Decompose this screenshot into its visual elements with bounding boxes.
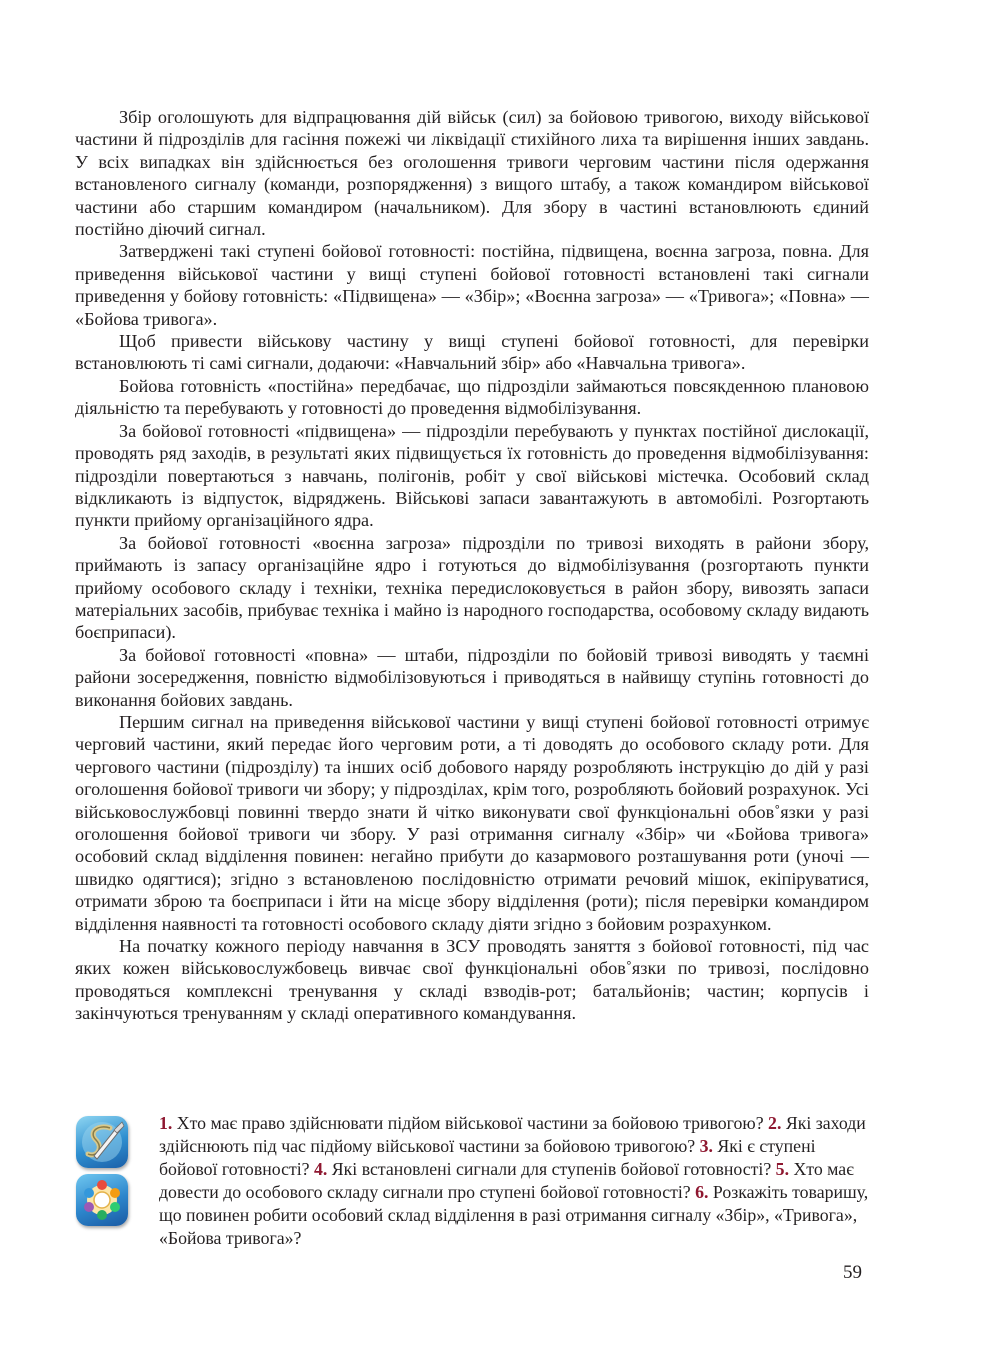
paragraph: Бойова готовність «постійна» передбачає, що підрозділи займаються повсякденною плановою діяльністю та перебувають у готовності до проведення відмобілізування. — [75, 375, 869, 419]
review-questions — [159, 1112, 869, 1250]
pen-letter-icon — [76, 1116, 128, 1168]
paragraph: За бойової готовності «воєнна загроза» підрозділи по тривозі виходять в райони збору, приймають із запасу організаційне ядро і готуються до відмобілізування (розгортають пункти прийому особового складу і техніки, техніка передислоковується в район збору, вивозять запаси матеріальних засобів, прибуває техніка і майно із народного господарства, особовому складу видають боєприпаси). — [75, 532, 869, 643]
question-number: 5. — [775, 1159, 790, 1179]
paragraph: Збір оголошують для відпрацювання дій військ (сил) за бойовою тривогою, виходу військової частини й підрозділів для гасіння пожежі чи ліквідації стихійного лиха та вирішення інших завдань. У всіх випадках він здійснюється без оголошення тривоги черговим частини після одержання встановленого сигналу (команди, розпорядження) з вищого штабу, а також командиром військової частини або старшим командиром (начальником). Для збору в частині встановлюють єдиний постійно діючий сигнал. — [75, 107, 869, 240]
paragraph: Щоб привести військову частину у вищі ступені бойової готовності, для перевірки встановлюють ті самі сигнали, додаючи: «Навчальний збір» або «Навчальна тривога». — [75, 331, 869, 374]
paragraph: Першим сигнал на приведення військової частини у вищі ступені бойової готовності отримує черговий частини, який передає його черговим роти, а ті доводять до особового складу роти. Для чергового частини (підрозділу) та інших осіб добового наряду розробляють інструкцію до дій у разі оголошення бойової тривоги чи збору; у підрозділах, крім того, розробляють бойовий розрахунок. Усі військовослужбовці повинні твердо знати й чітко виконувати свої функціональні обов˚язки у разі оголошення бойової тривоги чи збору. У разі отримання сигналу «Збір» чи «Бойова тривога» особовий склад відділення повинен: негайно прибути до казармового розташування роти (уночі — швидко одягтися); згідно з встановленою послідовністю отримати речовий мішок, екіпіруватися, отримати зброю та боєприпаси і йти на місце збору відділення (роти); після перевірки командиром відділення наявності та готовності особового складу діяти згідно з бойовим розрахунком. — [75, 711, 869, 934]
question-text: Розкажіть товаришу, що повинен робити особовий склад відділення в разі отримання сигналу «Збір», «Тривога», «Бойова тривога»? — [159, 1182, 869, 1248]
question-number: 6. — [695, 1182, 709, 1202]
question-number: 1. — [159, 1113, 173, 1133]
paragraph: На початку кожного періоду навчання в ЗСУ проводять заняття з бойової готовності, під час яких кожен військовослужбовець вивчає свої функціональні обов˚язки по тривозі, послідовно проводяться комплексні тренування у складі взводів-рот; батальйонів; частин; корпусів і закінчуються тренуванням у складі оперативного командування. — [75, 936, 869, 1024]
main-text — [75, 106, 869, 1025]
question-number: 4. — [314, 1159, 328, 1179]
paragraph: За бойової готовності «повна» — штаби, підрозділи по бойовій тривозі виводять у таємні райони зосередження, повністю відмобілізовуються і приводяться в найвищу ступінь готовності до виконання бойових завдань. — [75, 644, 869, 710]
question-number: 3. — [699, 1136, 713, 1156]
paragraph: Затверджені такі ступені бойової готовності: постійна, підвищена, воєнна загроза, повна. Для приведення військової частини у вищі ступені бойової готовності встановлені такі сигнали приведення у бойову готовність: «Підвищена» — «Збір»; «Воєнна загроза» — «Тривога»; «Повна» — «Бойова тривога». — [75, 241, 869, 329]
paragraph: За бойової готовності «підвищена» — підрозділи перебувають у пунктах постійної дислокації, проводять ряд заходів, в результаті яких підвищується їх готовність до проведення відмобілізування: підрозділи повертаються з навчань, полігонів, робіт у свої військові містечка. Особовий склад відкликають із відпусток, відряджень. Військові запаси завантажують в автомобілі. Розгортають пункти прийому організаційного ядра. — [75, 420, 869, 531]
question-text: Хто має довести до особового складу сигнали про ступені бойової готовності? — [159, 1159, 854, 1202]
question-text: Хто має право здійснювати підйом військової частини за бойовою тривогою? — [172, 1113, 769, 1133]
question-text: Які заходи здійснюють під час підйому військової частини за бойовою тривогою? — [159, 1113, 866, 1156]
question-text: Які є ступені бойової готовності? — [159, 1136, 816, 1179]
page-number: 59 — [843, 1262, 862, 1283]
question-number: 2. — [768, 1113, 782, 1133]
question-text: Які встановлені сигнали для ступенів бойової готовності? — [327, 1159, 776, 1179]
circle-group-icon — [76, 1174, 128, 1226]
